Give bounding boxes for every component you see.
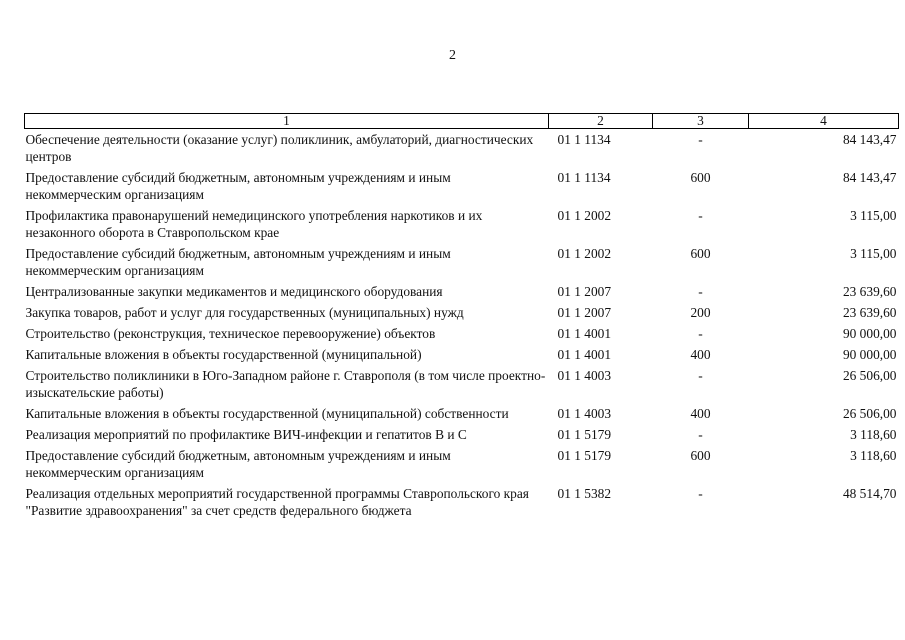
row-name: Централизованные закупки медикаментов и медицинского оборудования [25, 284, 443, 299]
row-name: Закупка товаров, работ и услуг для государственных (муниципальных) нужд [25, 305, 464, 320]
row-type: 200 [690, 305, 711, 320]
row-type: 400 [690, 406, 711, 421]
table-row [25, 281, 899, 302]
column-header-2: 2 [549, 114, 653, 129]
row-type: - [698, 368, 703, 383]
row-name: Реализация мероприятий по профилактике ВИЧ-инфекции и гепатитов В и С [25, 427, 467, 442]
row-code: 01 1 2002 [557, 208, 612, 223]
row-amount: 26 506,00 [842, 406, 897, 421]
budget-table [24, 113, 899, 521]
row-code: 01 1 4001 [557, 347, 612, 362]
row-name: Капитальные вложения в объекты государственной (муниципальной) [25, 347, 422, 362]
row-code: 01 1 4001 [557, 326, 612, 341]
row-type: - [698, 427, 703, 442]
row-amount: 48 514,70 [842, 486, 897, 501]
row-name: Предоставление субсидий бюджетным, автономным учреждениям и иным некоммерческим организациям [25, 448, 451, 480]
row-type: 600 [690, 170, 711, 185]
table-row [25, 483, 899, 521]
table-row [25, 205, 899, 243]
row-code: 01 1 2007 [557, 305, 612, 320]
row-amount: 26 506,00 [842, 368, 897, 383]
table-row [25, 243, 899, 281]
row-name: Предоставление субсидий бюджетным, автономным учреждениям и иным некоммерческим организациям [25, 246, 451, 278]
table-row [25, 445, 899, 483]
row-code: 01 1 1134 [557, 170, 611, 185]
table-row [25, 403, 899, 424]
row-amount: 90 000,00 [842, 326, 897, 341]
header-row [25, 114, 899, 129]
row-type: - [698, 486, 703, 501]
row-amount: 84 143,47 [842, 132, 897, 147]
row-code: 01 1 4003 [557, 406, 612, 421]
row-type: 600 [690, 246, 711, 261]
row-type: - [698, 132, 703, 147]
table-row [25, 167, 899, 205]
row-code: 01 1 2002 [557, 246, 612, 261]
row-amount: 23 639,60 [842, 305, 897, 320]
row-type: - [698, 284, 703, 299]
row-name: Обеспечение деятельности (оказание услуг) поликлиник, амбулаторий, диагностических центров [25, 132, 534, 164]
table-row [25, 129, 899, 168]
table-row [25, 365, 899, 403]
row-amount: 3 115,00 [850, 246, 897, 261]
row-type: - [698, 326, 703, 341]
table-row [25, 302, 899, 323]
row-name: Строительство поликлиники в Юго-Западном районе г. Ставрополя (в том числе проектно-изыскательские работы) [25, 368, 546, 400]
table-row [25, 323, 899, 344]
table-row [25, 344, 899, 365]
row-code: 01 1 1134 [557, 132, 611, 147]
row-code: 01 1 5179 [557, 448, 612, 463]
row-name: Реализация отдельных мероприятий государственной программы Ставропольского края "Развитие здравоохранения" за счет средств федерального бюджета [25, 486, 529, 518]
row-code: 01 1 5179 [557, 427, 612, 442]
row-name: Профилактика правонарушений немедицинского употребления наркотиков и их незаконного оборота в Ставропольском крае [25, 208, 483, 240]
column-header-4: 4 [749, 114, 899, 129]
row-name: Строительство (реконструкция, техническое перевооружение) объектов [25, 326, 436, 341]
row-amount: 3 118,60 [850, 427, 897, 442]
row-type: 400 [690, 347, 711, 362]
page-number: 2 [449, 48, 456, 63]
column-header-3: 3 [653, 114, 749, 129]
row-amount: 3 115,00 [850, 208, 897, 223]
row-code: 01 1 5382 [557, 486, 612, 501]
table-row [25, 424, 899, 445]
row-code: 01 1 4003 [557, 368, 612, 383]
row-amount: 90 000,00 [842, 347, 897, 362]
row-name: Предоставление субсидий бюджетным, автономным учреждениям и иным некоммерческим организациям [25, 170, 451, 202]
row-type: - [698, 208, 703, 223]
row-code: 01 1 2007 [557, 284, 612, 299]
row-name: Капитальные вложения в объекты государственной (муниципальной) собственности [25, 406, 509, 421]
row-amount: 84 143,47 [842, 170, 897, 185]
row-amount: 3 118,60 [850, 448, 897, 463]
row-type: 600 [690, 448, 711, 463]
column-header-1: 1 [25, 114, 549, 129]
row-amount: 23 639,60 [842, 284, 897, 299]
